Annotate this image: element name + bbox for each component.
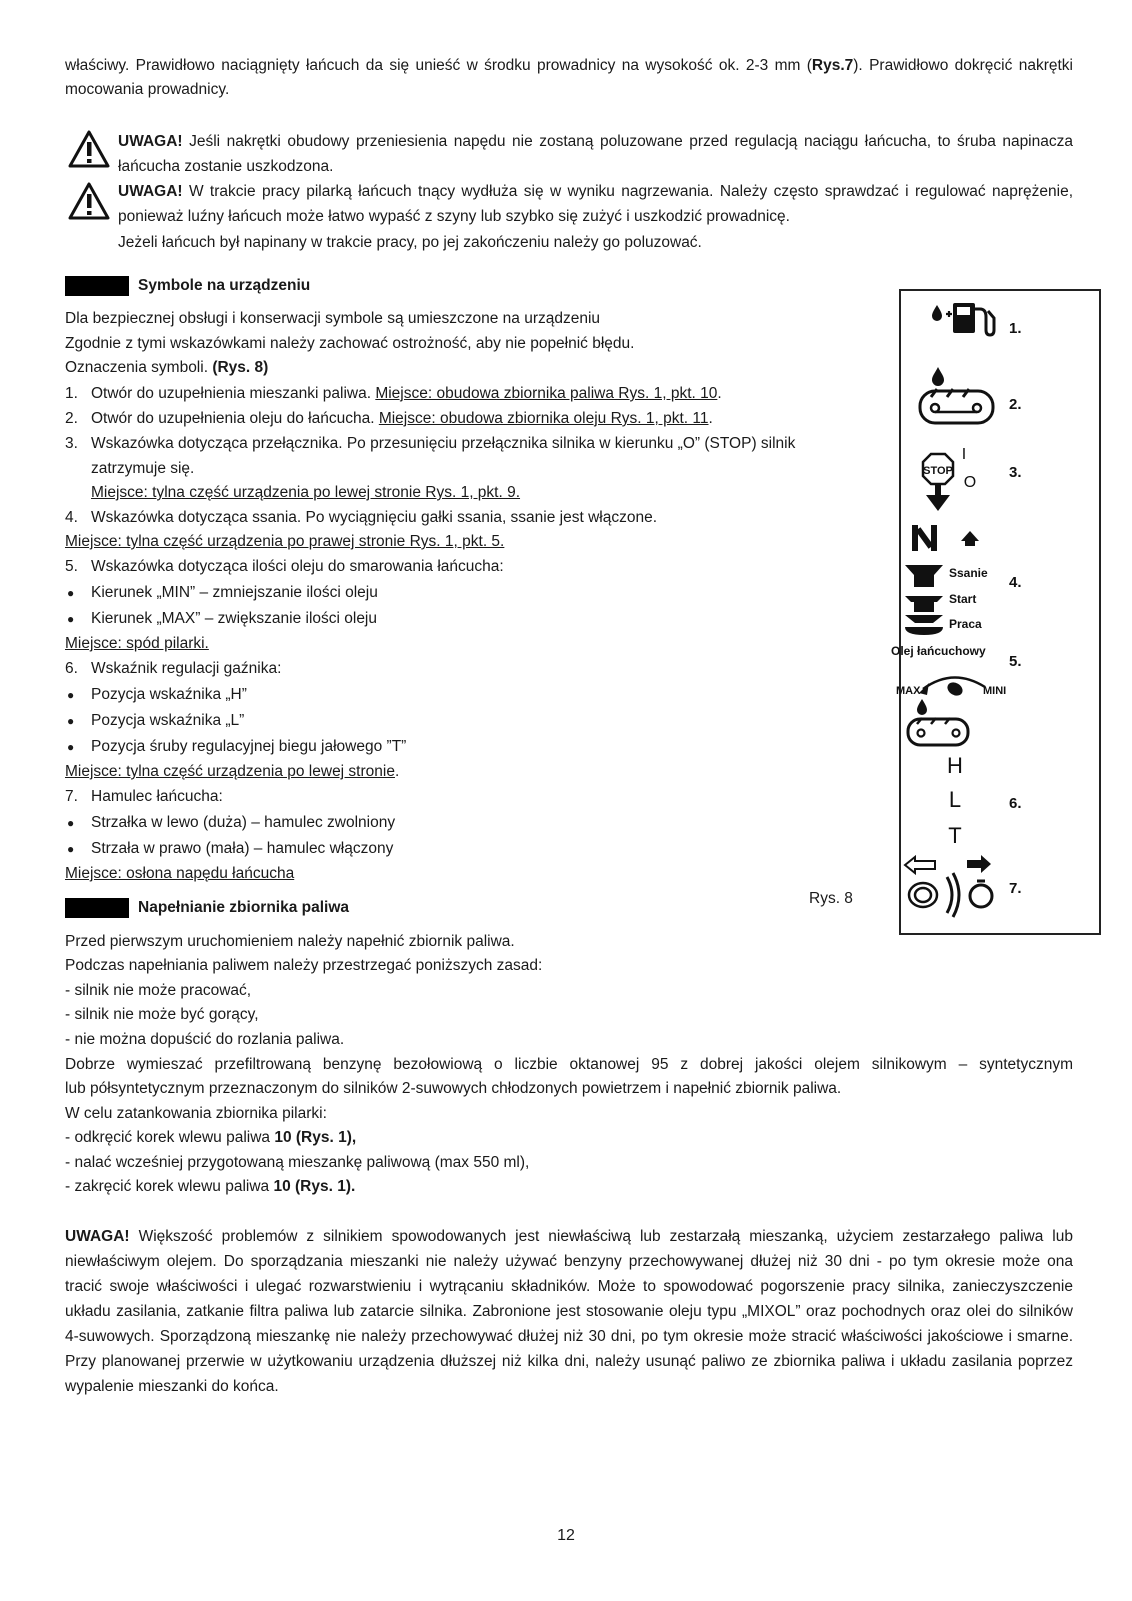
section-heading-fuel: Napełnianie zbiornika paliwa <box>138 899 350 916</box>
list-item-6-number: 6. <box>65 660 78 677</box>
fuel-paragraph-2: Podczas napełniania paliwem należy przestrzegać poniższych zasad: <box>65 957 543 974</box>
fuel-warning-line-3: tracić swoje właściwości i ulegać rozwarstwieniu i wytrącaniu składników. Może to spowodować pogorszenie pracy silnika, zanieczyszczenie <box>65 1278 1073 1295</box>
fuel-paragraph-1: Przed pierwszym uruchomieniem należy napełnić zbiornik paliwa. <box>65 933 515 950</box>
fuel-warning-line-2: niewłaściwym olejem. Do sporządzania mieszanki nie należy używać benzyny przechowywanej dłużej niż 30 dni - po tym okresie może ona <box>65 1253 1073 1270</box>
list-item-4-number: 4. <box>65 509 78 526</box>
bullet-icon: ● <box>67 612 75 626</box>
fuel-step-2: - nalać wcześniej przygotowaną mieszankę paliwową (max 550 ml), <box>65 1154 530 1171</box>
section-marker <box>65 898 129 918</box>
chain-brake-icon <box>909 873 992 917</box>
figure-number-3: 3. <box>1009 464 1022 481</box>
figure-number-4: 4. <box>1009 574 1022 591</box>
list-item-2: Otwór do uzupełnienia oleju do łańcucha. Miejsce: obudowa zbiornika oleju Rys. 1, pkt. 11. <box>91 410 713 427</box>
list-item-5-bullet-1: Kierunek „MIN” – zmniejszanie ilości oleju <box>91 584 378 601</box>
list-item-3-location: Miejsce: tylna część urządzenia po lewej stronie Rys. 1, pkt. 9. <box>91 484 521 501</box>
oil-label: Olej łańcuchowy <box>891 644 986 658</box>
choke-position-icons <box>905 565 943 635</box>
figure-number-5: 5. <box>1009 653 1022 670</box>
bullet-icon: ● <box>67 842 75 856</box>
fuel-rule-1: - silnik nie może pracować, <box>65 982 252 999</box>
page-number: 12 <box>557 1527 575 1544</box>
symbols-paragraph-3: Oznaczenia symboli. (Rys. 8) <box>65 359 269 376</box>
symbols-paragraph-2: Zgodnie z tymi wskazówkami należy zachować ostrożność, aby nie popełnić błędu. <box>65 335 635 352</box>
list-item-6-bullet-1: Pozycja wskaźnika „H” <box>91 686 247 703</box>
oil-adjust-dial-icon <box>919 677 985 698</box>
fuel-paragraph-3-line-1: Dobrze wymieszać przefiltrowaną benzynę bezołowiową o liczbie oktanowej 95 z dobrej jakości olejem silnikowym – syntetycznym <box>65 1056 1073 1073</box>
figure-number-2: 2. <box>1009 396 1022 413</box>
choke-label-praca: Praca <box>949 617 982 631</box>
intro-line-1: właściwy. Prawidłowo naciągnięty łańcuch da się unieść w środku prowadnicy na wysokość ok. 2-3 mm (Rys.7). Prawidłowo dokręcić nakrętki <box>65 57 1073 74</box>
list-item-7-location: Miejsce: osłona napędu łańcucha <box>65 865 295 882</box>
fuel-warning-line-5: 4-suwowych. Sporządzoną mieszankę nie należy przechowywać dłużej niż 30 dni, po tym okresie może stracić właściwości jakościowe i smarne. <box>65 1328 1073 1345</box>
list-item-4: Wskazówka dotycząca ssania. Po wyciągnięciu gałki ssania, ssanie jest włączone. <box>91 509 658 526</box>
warning-1-line-1: UWAGA! Jeśli nakrętki obudowy przeniesienia napędu nie zostaną poluzowane przed regulacją naciągu łańcucha, to śruba napinacza <box>118 133 1073 150</box>
list-item-1: Otwór do uzupełnienia mieszanki paliwa. Miejsce: obudowa zbiornika paliwa Rys. 1, pkt. 10. <box>91 385 722 402</box>
fuel-rule-2: - silnik nie może być gorący, <box>65 1006 259 1023</box>
list-item-7-bullet-2: Strzała w prawo (mała) – hamulec włączony <box>91 840 394 857</box>
section-marker <box>65 276 129 296</box>
fuel-paragraph-3-line-2: lub półsyntetycznym przeznaczonym do silników 2-suwowych chłodzonych powietrzem i napełnić zbiornik paliwa. <box>65 1080 842 1097</box>
carb-l-label: L <box>948 787 962 812</box>
symbols-paragraph-1: Dla bezpiecznej obsługi i konserwacji symbole są umieszczone na urządzeniu <box>65 310 601 327</box>
symbols-figure <box>891 289 1101 935</box>
list-item-5-location: Miejsce: spód pilarki. <box>65 635 209 652</box>
warning-2-line-2: ponieważ luźny łańcuch może łatwo wypaść z szyny lub szybko się zużyć i uszkodzić prowadnicę. <box>118 208 790 225</box>
list-item-6-bullet-3: Pozycja śruby regulacyjnej biegu jałowego ”T” <box>91 738 407 755</box>
warning-1-line-2: łańcucha zostanie uszkodzona. <box>118 158 334 175</box>
svg-text:O: O <box>963 474 977 491</box>
figure-number-7: 7. <box>1009 880 1022 897</box>
bullet-icon: ● <box>67 688 75 702</box>
oil-mini-label: MINI <box>983 685 1007 697</box>
list-item-5-bullet-2: Kierunek „MAX” – zwiększanie ilości oleju <box>91 610 378 627</box>
figure-caption: Rys. 8 <box>809 890 853 907</box>
fuel-paragraph-4: W celu zatankowania zbiornika pilarki: <box>65 1105 327 1122</box>
arrow-right-icon <box>967 855 991 873</box>
fuel-rule-3: - nie można dopuścić do rozlania paliwa. <box>65 1031 345 1048</box>
arrow-left-icon <box>905 857 935 873</box>
choke-label-start: Start <box>949 592 977 606</box>
svg-text:STOP: STOP <box>923 465 953 477</box>
list-item-7-number: 7. <box>65 788 78 805</box>
choke-lever-icon <box>912 525 937 551</box>
list-item-7: Hamulec łańcucha: <box>91 788 223 805</box>
svg-text:I: I <box>961 446 967 463</box>
warning-2-line-1: UWAGA! W trakcie pracy pilarką łańcuch tnący wydłuża się w wyniku nagrzewania. Należy często sprawdzać i regulować naprężenie, <box>118 183 1073 200</box>
carb-h-label: H <box>947 753 963 778</box>
list-item-3-line-1: Wskazówka dotycząca przełącznika. Po przesunięciu przełącznika silnika w kierunku „O” (STOP) silnik <box>91 435 796 452</box>
list-item-7-bullet-1: Strzałka w lewo (duża) – hamulec zwolniony <box>91 814 396 831</box>
bullet-icon: ● <box>67 714 75 728</box>
section-heading-symbols: Symbole na urządzeniu <box>138 277 311 294</box>
oil-max-label: MAX <box>896 685 921 697</box>
choke-label-ssanie: Ssanie <box>949 566 988 580</box>
carb-t-label: T <box>948 823 962 848</box>
bullet-icon: ● <box>67 586 75 600</box>
list-item-5: Wskazówka dotycząca ilości oleju do smarowania łańcucha: <box>91 558 504 575</box>
list-item-4-location: Miejsce: tylna część urządzenia po prawej stronie Rys. 1, pkt. 5. <box>65 533 505 550</box>
warning-triangle-icon <box>68 182 110 220</box>
fuel-warning-line-1: UWAGA! Większość problemów z silnikiem spowodowanych jest niewłaściwą lub zestarzałą mieszanką, użyciem zestarzałego paliwa lub <box>65 1228 1073 1245</box>
bullet-icon: ● <box>67 816 75 830</box>
list-item-1-number: 1. <box>65 385 78 402</box>
figure-number-1: 1. <box>1009 320 1022 337</box>
chain-oil-icon <box>920 367 993 423</box>
arrow-up-icon <box>961 531 979 541</box>
fuel-warning-line-6: Przy planowanej przerwie w użytkowaniu urządzenia dłuższej niż kilka dni, należy usunąć paliwo ze zbiornika paliwa i układu zasilania poprzez <box>65 1353 1073 1370</box>
warning-triangle-icon <box>68 130 110 168</box>
list-item-3-line-2: zatrzymuje się. <box>91 460 195 477</box>
list-item-6: Wskaźnik regulacji gaźnika: <box>91 660 282 677</box>
stop-switch-icon <box>923 446 976 511</box>
list-item-3-number: 3. <box>65 435 78 452</box>
warning-2-line-3: Jeżeli łańcuch był napinany w trakcie pracy, po jej zakończeniu należy go poluzować. <box>118 234 702 251</box>
fuel-step-3: - zakręcić korek wlewu paliwa 10 (Rys. 1). <box>65 1178 356 1195</box>
list-item-6-bullet-2: Pozycja wskaźnika „L” <box>91 712 245 729</box>
intro-line-2: mocowania prowadnicy. <box>65 81 230 98</box>
list-item-2-number: 2. <box>65 410 78 427</box>
bullet-icon: ● <box>67 740 75 754</box>
fuel-warning-line-4: układu zasilania, zatkanie filtra paliwa lub zatarcie silnika. Zabronione jest stosowanie oleju typu „MIXOL” oraz pochodnych oraz olei do silników <box>65 1303 1073 1320</box>
fuel-step-1: - odkręcić korek wlewu paliwa 10 (Rys. 1), <box>65 1129 357 1146</box>
list-item-5-number: 5. <box>65 558 78 575</box>
list-item-6-location: Miejsce: tylna część urządzenia po lewej stronie. <box>65 763 400 780</box>
chain-oil-icon <box>908 699 968 745</box>
fuel-warning-line-7: wypalenie mieszanki do końca. <box>65 1378 279 1395</box>
fuel-refill-icon <box>932 303 994 335</box>
figure-number-6: 6. <box>1009 795 1022 812</box>
